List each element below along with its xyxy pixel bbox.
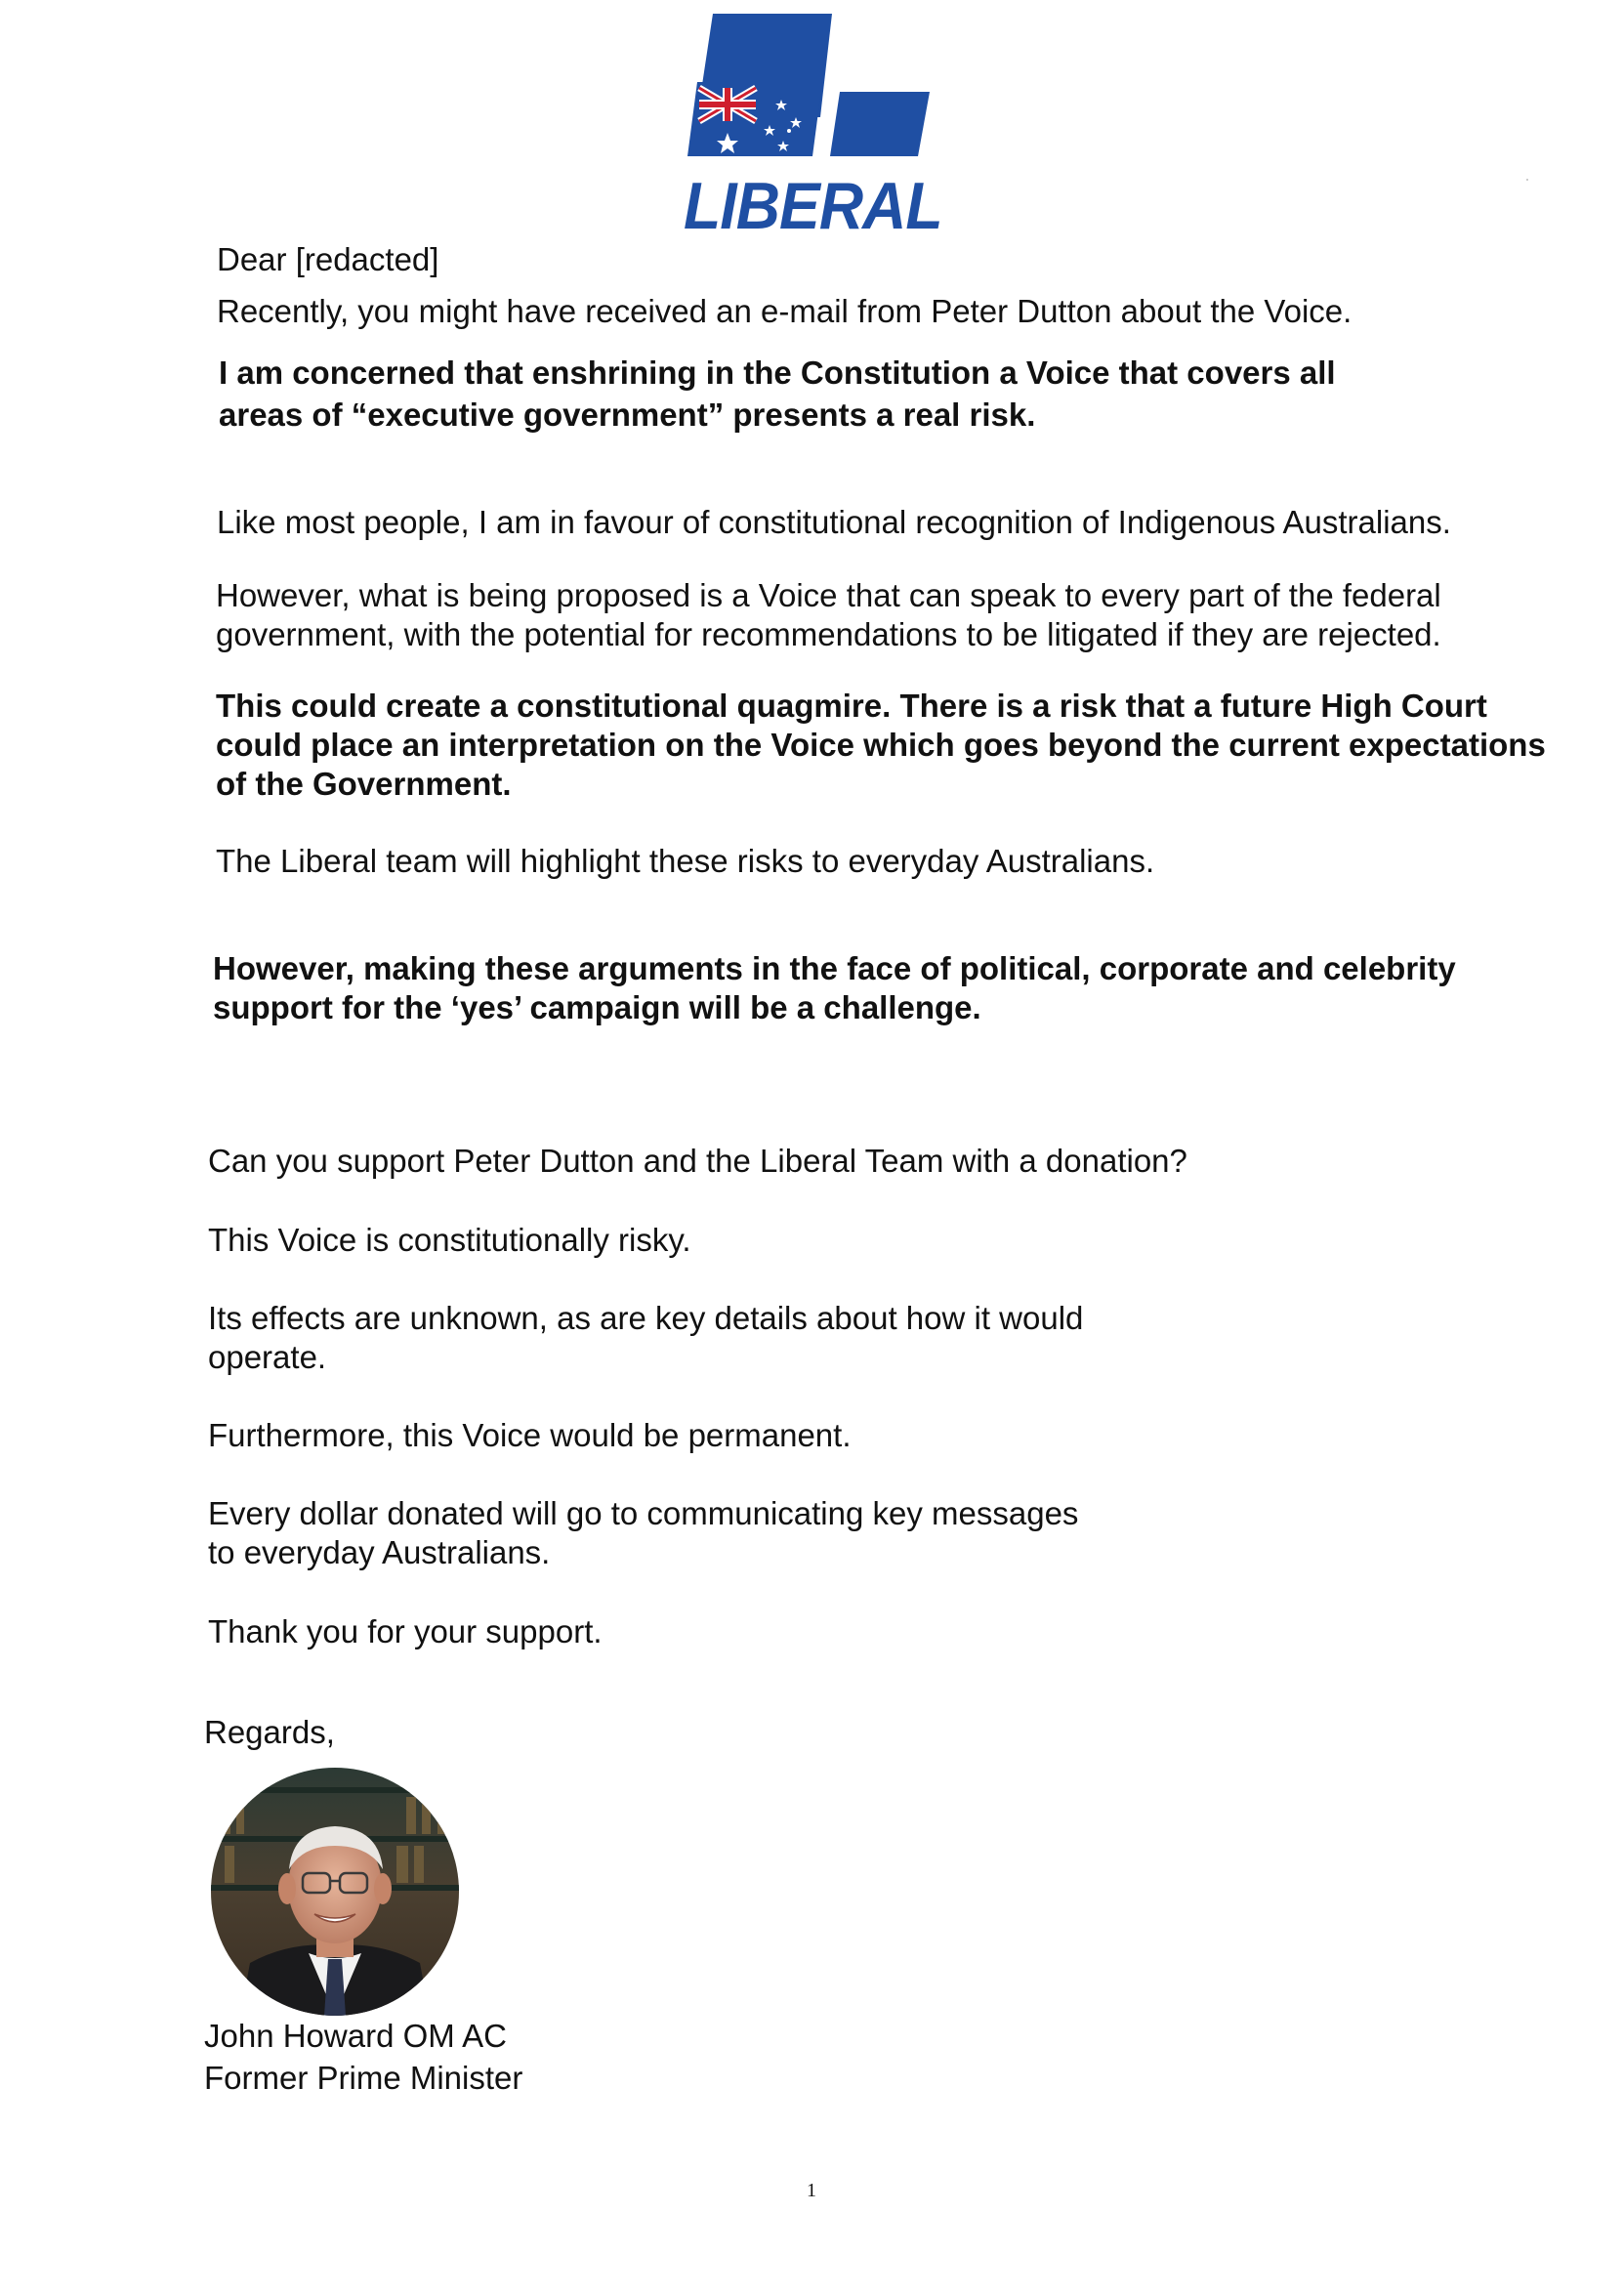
permanent-paragraph: Furthermore, this Voice would be permanent. xyxy=(208,1417,852,1453)
page-number: 1 xyxy=(807,2180,816,2201)
intro-paragraph: Recently, you might have received an e-mail from Peter Dutton about the Voice. xyxy=(217,293,1352,329)
salutation: Dear [redacted] xyxy=(217,241,439,277)
risky-paragraph: This Voice is constitutionally risky. xyxy=(208,1222,691,1258)
liberal-flag-icon xyxy=(684,12,937,178)
portrait-icon xyxy=(211,1768,459,2016)
dollar-line-2: to everyday Australians. xyxy=(208,1534,551,1570)
liberal-logo xyxy=(684,12,942,243)
signatory-title: Former Prime Minister xyxy=(204,2060,523,2096)
signatory-photo xyxy=(211,1768,459,2016)
dollar-line-1: Every dollar donated will go to communicating key messages xyxy=(208,1495,1079,1531)
quagmire-line-2: could place an interpretation on the Voice which goes beyond the current expectations xyxy=(216,727,1546,763)
concern-line-1: I am concerned that enshrining in the Constitution a Voice that covers all xyxy=(219,355,1336,391)
proposal-line-2: government, with the potential for recommendations to be litigated if they are rejected. xyxy=(216,616,1441,652)
effects-line-1: Its effects are unknown, as are key details about how it would xyxy=(208,1300,1084,1336)
stray-mark xyxy=(1526,179,1528,181)
signatory-name: John Howard OM AC xyxy=(204,2018,507,2054)
closing: Regards, xyxy=(204,1714,335,1750)
challenge-line-2: support for the ‘yes’ campaign will be a challenge. xyxy=(213,989,981,1025)
logo-wordmark: LIBERAL xyxy=(684,169,942,243)
concern-line-2: areas of “executive government” presents a real risk. xyxy=(219,397,1036,433)
challenge-line-1: However, making these arguments in the face of political, corporate and celebrity xyxy=(213,950,1456,986)
effects-line-2: operate. xyxy=(208,1339,327,1375)
thanks-paragraph: Thank you for your support. xyxy=(208,1613,603,1649)
recognition-paragraph: Like most people, I am in favour of constitutional recognition of Indigenous Australians. xyxy=(217,504,1451,540)
donation-ask: Can you support Peter Dutton and the Liberal Team with a donation? xyxy=(208,1143,1187,1179)
quagmire-line-1: This could create a constitutional quagmire. There is a risk that a future High Court xyxy=(216,688,1487,724)
highlight-paragraph: The Liberal team will highlight these risks to everyday Australians. xyxy=(216,843,1155,879)
quagmire-line-3: of the Government. xyxy=(216,766,512,802)
proposal-line-1: However, what is being proposed is a Voice that can speak to every part of the federal xyxy=(216,577,1441,613)
